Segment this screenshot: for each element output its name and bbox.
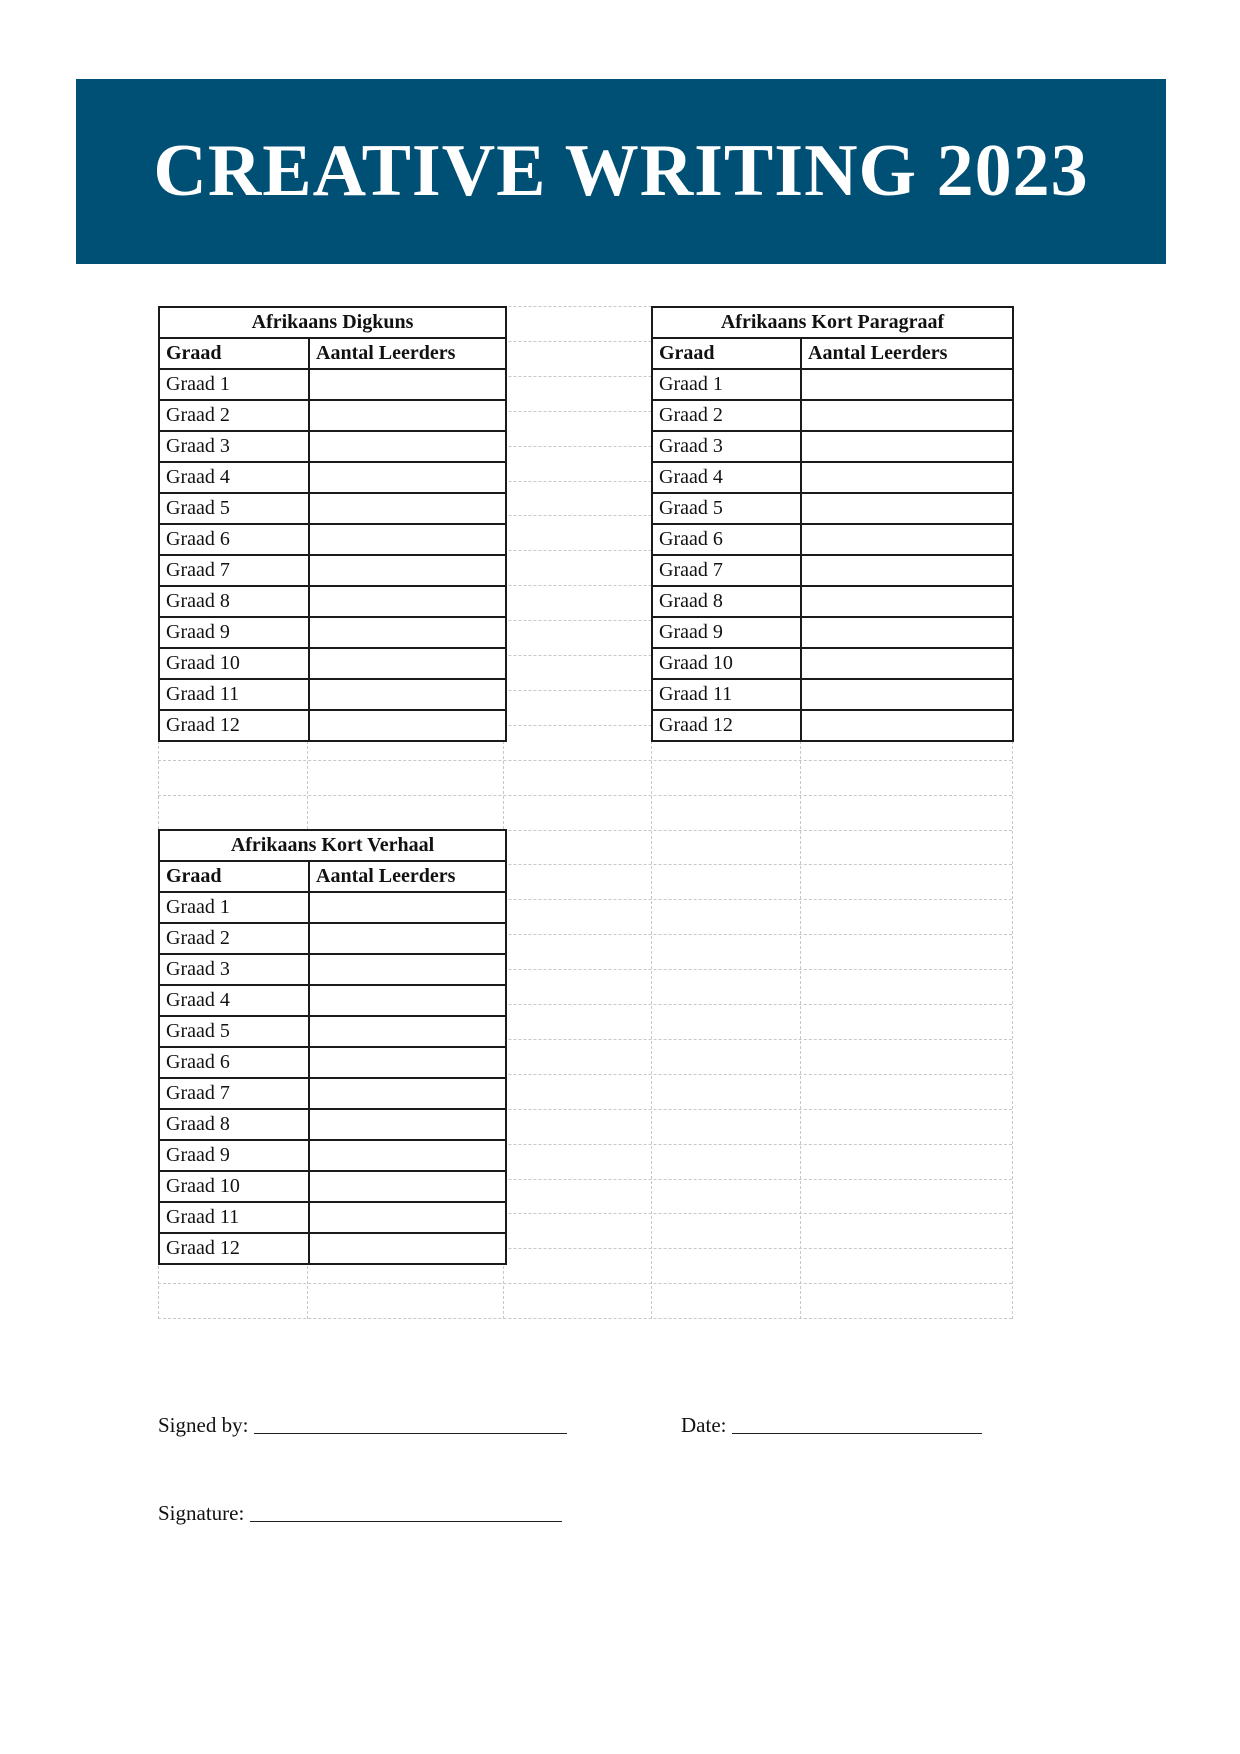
table-row xyxy=(652,431,1013,462)
grade-cell: Graad 6 xyxy=(159,524,309,555)
table-row xyxy=(652,462,1013,493)
column-header-grade: Graad xyxy=(159,338,309,369)
signed-by-field[interactable] xyxy=(254,1432,567,1434)
grade-cell: Graad 10 xyxy=(159,648,309,679)
table-row xyxy=(652,617,1013,648)
signed-by-line xyxy=(158,1413,567,1438)
signature-field[interactable] xyxy=(250,1520,562,1522)
grade-cell: Graad 8 xyxy=(159,586,309,617)
grade-cell: Graad 8 xyxy=(652,586,801,617)
table-row xyxy=(159,555,506,586)
learner-count-cell[interactable] xyxy=(309,1202,506,1233)
learner-count-cell[interactable] xyxy=(309,1233,506,1264)
learner-count-cell[interactable] xyxy=(309,985,506,1016)
table-row xyxy=(159,1140,506,1171)
learner-count-cell[interactable] xyxy=(309,923,506,954)
table-row xyxy=(159,954,506,985)
learner-count-cell[interactable] xyxy=(801,586,1013,617)
grade-cell: Graad 10 xyxy=(159,1171,309,1202)
table-row xyxy=(159,369,506,400)
learner-count-cell[interactable] xyxy=(801,555,1013,586)
table-row xyxy=(159,1171,506,1202)
learner-count-cell[interactable] xyxy=(309,617,506,648)
title-banner xyxy=(76,79,1166,264)
table-row xyxy=(652,648,1013,679)
table-row xyxy=(159,1047,506,1078)
learner-count-cell[interactable] xyxy=(309,648,506,679)
table-kort-paragraaf xyxy=(651,306,1014,742)
learner-count-cell[interactable] xyxy=(801,679,1013,710)
table-row xyxy=(652,493,1013,524)
grade-cell: Graad 5 xyxy=(159,1016,309,1047)
grade-cell: Graad 12 xyxy=(159,710,309,741)
learner-count-cell[interactable] xyxy=(309,1171,506,1202)
grade-cell: Graad 1 xyxy=(652,369,801,400)
signature-line xyxy=(158,1501,562,1526)
table-row xyxy=(159,524,506,555)
learner-count-cell[interactable] xyxy=(309,1109,506,1140)
learner-count-cell[interactable] xyxy=(801,710,1013,741)
learner-count-cell[interactable] xyxy=(309,679,506,710)
grade-cell: Graad 4 xyxy=(159,462,309,493)
grade-cell: Graad 12 xyxy=(652,710,801,741)
signature-label: Signature: xyxy=(158,1501,245,1525)
grade-cell: Graad 2 xyxy=(159,400,309,431)
table-row xyxy=(159,431,506,462)
learner-count-cell[interactable] xyxy=(309,710,506,741)
signed-by-label: Signed by: xyxy=(158,1413,249,1437)
learner-count-cell[interactable] xyxy=(801,524,1013,555)
learner-count-cell[interactable] xyxy=(309,1016,506,1047)
table-kort-verhaal xyxy=(158,829,507,1265)
column-header-count: Aantal Leerders xyxy=(309,861,506,892)
column-header-grade: Graad xyxy=(159,861,309,892)
grade-cell: Graad 3 xyxy=(159,431,309,462)
learner-count-cell[interactable] xyxy=(309,586,506,617)
grade-cell: Graad 5 xyxy=(159,493,309,524)
learner-count-cell[interactable] xyxy=(309,400,506,431)
grade-cell: Graad 3 xyxy=(652,431,801,462)
grade-cell: Graad 9 xyxy=(652,617,801,648)
table-title: Afrikaans Digkuns xyxy=(159,307,506,338)
table-row xyxy=(159,985,506,1016)
learner-count-cell[interactable] xyxy=(309,493,506,524)
grade-cell: Graad 10 xyxy=(652,648,801,679)
table-row xyxy=(159,1109,506,1140)
table-row xyxy=(159,1202,506,1233)
learner-count-cell[interactable] xyxy=(309,555,506,586)
column-header-grade: Graad xyxy=(652,338,801,369)
grade-cell: Graad 6 xyxy=(159,1047,309,1078)
learner-count-cell[interactable] xyxy=(801,617,1013,648)
table-row xyxy=(652,710,1013,741)
page-title: CREATIVE WRITING 2023 xyxy=(153,130,1089,212)
learner-count-cell[interactable] xyxy=(309,431,506,462)
column-header-count: Aantal Leerders xyxy=(801,338,1013,369)
grade-cell: Graad 8 xyxy=(159,1109,309,1140)
table-row xyxy=(159,586,506,617)
learner-count-cell[interactable] xyxy=(801,493,1013,524)
learner-count-cell[interactable] xyxy=(309,524,506,555)
grade-cell: Graad 9 xyxy=(159,1140,309,1171)
table-row xyxy=(652,524,1013,555)
learner-count-cell[interactable] xyxy=(801,431,1013,462)
learner-count-cell[interactable] xyxy=(309,892,506,923)
grade-cell: Graad 3 xyxy=(159,954,309,985)
grade-cell: Graad 11 xyxy=(159,679,309,710)
table-row xyxy=(159,892,506,923)
grade-cell: Graad 6 xyxy=(652,524,801,555)
table-row xyxy=(652,679,1013,710)
table-row xyxy=(159,400,506,431)
date-field[interactable] xyxy=(732,1432,982,1434)
date-line xyxy=(681,1413,982,1438)
table-row xyxy=(159,710,506,741)
learner-count-cell[interactable] xyxy=(801,648,1013,679)
table-row xyxy=(159,617,506,648)
grade-cell: Graad 5 xyxy=(652,493,801,524)
learner-count-cell[interactable] xyxy=(801,400,1013,431)
learner-count-cell[interactable] xyxy=(801,462,1013,493)
table-row xyxy=(159,1078,506,1109)
table-row xyxy=(159,1016,506,1047)
grade-cell: Graad 2 xyxy=(159,923,309,954)
grade-cell: Graad 7 xyxy=(159,1078,309,1109)
grade-cell: Graad 7 xyxy=(652,555,801,586)
learner-count-cell[interactable] xyxy=(309,369,506,400)
table-row xyxy=(652,586,1013,617)
table-row xyxy=(159,923,506,954)
learner-count-cell[interactable] xyxy=(309,954,506,985)
grade-cell: Graad 1 xyxy=(159,369,309,400)
table-row xyxy=(159,1233,506,1264)
table-row xyxy=(652,369,1013,400)
grade-cell: Graad 12 xyxy=(159,1233,309,1264)
table-row xyxy=(159,679,506,710)
learner-count-cell[interactable] xyxy=(309,1140,506,1171)
date-label: Date: xyxy=(681,1413,727,1437)
grade-cell: Graad 7 xyxy=(159,555,309,586)
grade-cell: Graad 4 xyxy=(652,462,801,493)
table-row xyxy=(159,462,506,493)
grade-cell: Graad 9 xyxy=(159,617,309,648)
table-row xyxy=(652,400,1013,431)
table-title: Afrikaans Kort Paragraaf xyxy=(652,307,1013,338)
grade-cell: Graad 11 xyxy=(159,1202,309,1233)
learner-count-cell[interactable] xyxy=(801,369,1013,400)
learner-count-cell[interactable] xyxy=(309,1047,506,1078)
column-header-count: Aantal Leerders xyxy=(309,338,506,369)
grade-cell: Graad 1 xyxy=(159,892,309,923)
grade-cell: Graad 11 xyxy=(652,679,801,710)
table-row xyxy=(159,648,506,679)
learner-count-cell[interactable] xyxy=(309,462,506,493)
grade-cell: Graad 2 xyxy=(652,400,801,431)
table-title: Afrikaans Kort Verhaal xyxy=(159,830,506,861)
learner-count-cell[interactable] xyxy=(309,1078,506,1109)
grade-cell: Graad 4 xyxy=(159,985,309,1016)
table-row xyxy=(159,493,506,524)
table-row xyxy=(652,555,1013,586)
table-digkuns xyxy=(158,306,507,742)
